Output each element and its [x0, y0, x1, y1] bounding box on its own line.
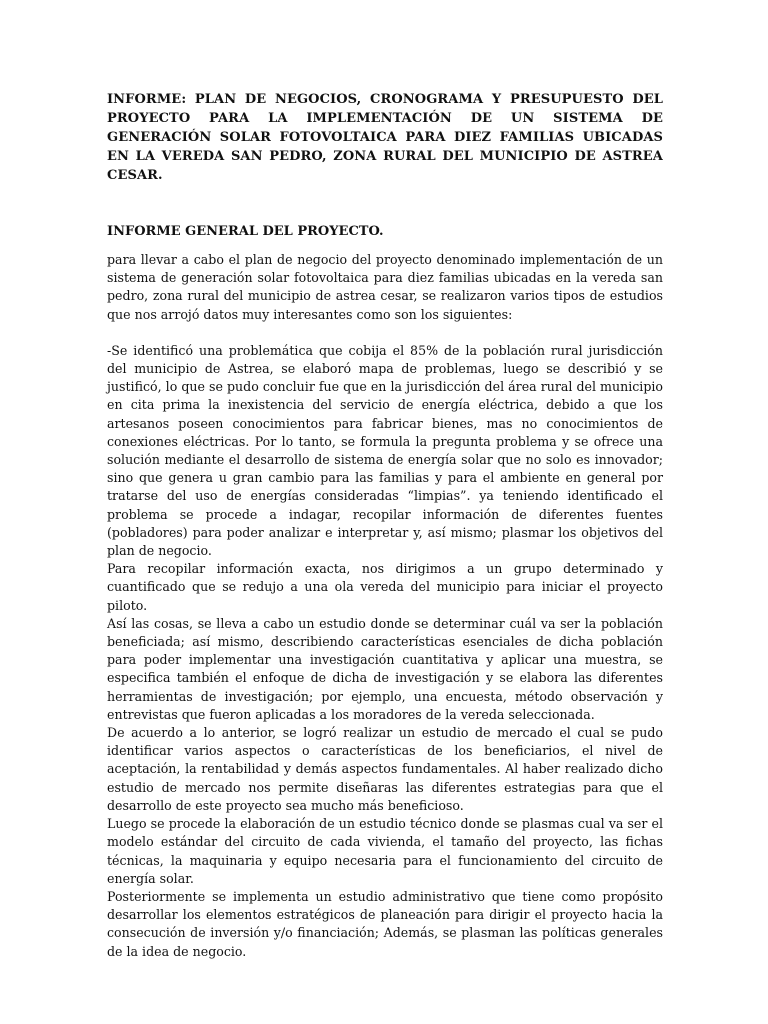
document-page [107, 90, 663, 961]
paragraph-technical-study: Luego se procede la elaboración de un estudio técnico donde se plasmas cual va ser el modelo estándar del circuito de cada vivienda, el tamaño del proyecto, las fichas técnicas, la maquinaria y equipo necesaria para el funcionamiento del circuito de energía solar. [107, 816, 663, 886]
paragraph-population: Así las cosas, se lleva a cabo un estudio donde se determinar cuál va ser la población beneficiada; así mismo, describiendo características esenciales de dicha población para poder implementar una investigación cuantitativa y aplicar una muestra, se especifica también el enfoque de dicha de investigación y se elabora las diferentes herramientas de investigación; por ejemplo, una encuesta, método observación y entrevistas que fueron aplicadas a los moradores de la vereda seleccionada. [107, 615, 663, 722]
paragraph-sample: Para recopilar información exacta, nos dirigimos a un grupo determinado y cuantificado que se redujo a una ola vereda del municipio para iniciar el proyecto piloto. [107, 561, 663, 613]
document-title: INFORME: PLAN DE NEGOCIOS, CRONOGRAMA Y PRESUPUESTO DEL PROYECTO PARA LA IMPLEMENTACIÓN DE UN SISTEMA DE GENERACIÓN SOLAR FOTOVOLTAICA PARA DIEZ FAMILIAS UBICADAS EN LA VEREDA SAN PEDRO, ZONA RURAL DEL MUNICIPIO DE ASTREA CESAR. [107, 92, 663, 183]
paragraph-market-study: De acuerdo a lo anterior, se logró realizar un estudio de mercado el cual se pudo identificar varios aspectos o características de los beneficiarios, el nivel de aceptación, la rentabilidad y demás aspectos fundamentales. Al haber realizado dicho estudio de mercado nos permite diseñaras las diferentes estrategias para que el desarrollo de este proyecto sea mucho más beneficioso. [107, 725, 663, 813]
paragraph-administrative-study: Posteriormente se implementa un estudio administrativo que tiene como propósito desarrollar los elementos estratégicos de planeación para dirigir el proyecto hacia la consecución de inversión y/o financiación; Además, se plasman las políticas generales de la idea de negocio. [107, 888, 663, 959]
section-heading: INFORME GENERAL DEL PROYECTO. [107, 224, 384, 239]
paragraph-problem: -Se identificó una problemática que cobija el 85% de la población rural jurisdicción del municipio de Astrea, se elaboró mapa de problemas, luego se describió y se justificó, lo que se pudo concluir fue que en la jurisdicción del área rural del municipio en cita prima la inexistencia del servicio de energía eléctrica, debido a que los artesanos poseen conocimientos para fabricar bienes, mas no conocimientos de conexiones eléctricas. Por lo tanto, se formula la pregunta problema y se ofrece una solución mediante el desarrollo de sistema de energía solar que no solo es innovador; sino que genera u gran cambio para las familias y para el ambiente en general por tratarse del uso de energías consideradas “limpias”. ya teniendo identificado el problema se procede a indagar, recopilar información de diferentes fuentes (pobladores) para poder analizar e interpretar y, así mismo; plasmar los objetivos del plan de negocio. [107, 342, 663, 559]
paragraph-intro: para llevar a cabo el plan de negocio del proyecto denominado implementación de un sistema de generación solar fotovoltaica para diez familias ubicadas en la vereda san pedro, zona rural del municipio de astrea cesar, se realizaron varios tipos de estudios que nos arrojó datos muy interesantes como son los siguientes: [107, 252, 663, 322]
